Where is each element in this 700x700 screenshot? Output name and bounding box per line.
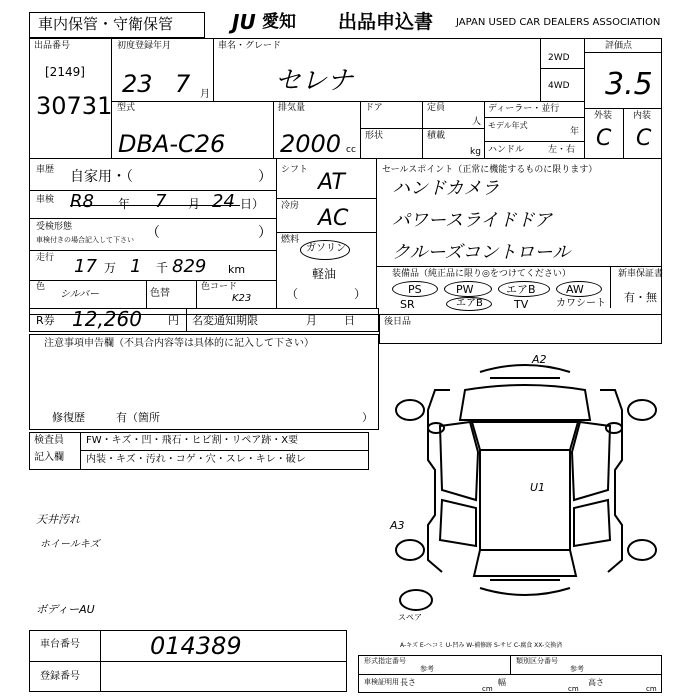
damage-mark-center: U1 [530, 481, 546, 494]
registration-number-label: 登録番号 [40, 671, 80, 682]
lot-number: 30731 [36, 92, 113, 120]
registration-label: 初度登録年月 [117, 41, 172, 51]
lot-sub-number: [2149] [45, 65, 85, 79]
dealer-label: ディーラー・並行 [488, 104, 560, 114]
equip-sr: SR [400, 298, 415, 311]
inspector-note-2: ホイールキズ [40, 539, 100, 550]
cooling-label: 冷房 [281, 201, 300, 211]
registration-month: 7 [175, 70, 191, 98]
form-number-label: 形式指定番号 [364, 657, 406, 665]
equip-airbag: エアB [506, 283, 536, 296]
inspection-month-unit: 月 [188, 197, 201, 211]
model-label: 車名・グレード [218, 41, 282, 51]
equip-tv: TV [514, 298, 529, 311]
repair-close: ） [362, 411, 373, 424]
notes-label: 注意事項申告欄（不具合内容等は具体的に記入して下さい） [44, 338, 314, 349]
acceptance-note: 車検付きの場合記入して下さい [36, 236, 134, 244]
inspector-section-label: 記入欄 [34, 452, 64, 463]
model-year-label: モデル年式 [488, 121, 528, 130]
displacement-value: 2000 [280, 130, 342, 158]
cooling-value: AC [318, 206, 349, 231]
color-code-label: 色コード [201, 282, 238, 292]
inspection-month: 7 [155, 191, 167, 212]
inspection-day-unit: 日） [240, 197, 265, 211]
association-name: JAPAN USED CAR DEALERS ASSOCIATION [456, 17, 661, 28]
displacement-unit: cc [346, 145, 356, 155]
selling-point-3: クルーズコントロール [392, 242, 571, 263]
fuel-paren-open: （ [286, 287, 299, 301]
fuel-paren-close: ） [354, 287, 367, 301]
evaluation-score: 3.5 [605, 67, 653, 102]
exterior-label: 外装 [594, 111, 613, 121]
name-change-month: 月 [306, 314, 317, 327]
seats-unit: 人 [472, 117, 482, 127]
color-label: 色 [36, 282, 46, 292]
history-close: ） [258, 169, 272, 185]
chassis-value: 014389 [150, 632, 242, 660]
repair-value: 有（箇所 [116, 411, 160, 424]
length-unit: cm [482, 685, 493, 693]
equipment-label: 装備品（純正品に限り◎をつけてください） [392, 269, 571, 279]
width-unit: cm [568, 685, 579, 693]
model-name: セレナ [275, 66, 354, 96]
history-value: 自家用・（ [70, 169, 133, 185]
recycle-label: R券 [36, 314, 55, 327]
type-value: DBA-C26 [118, 130, 226, 158]
mileage-sen-unit: 千 [156, 261, 169, 275]
load-label: 積載 [427, 131, 446, 141]
selling-points-label: セールスポイント（正常に機能するものに限ります） [382, 165, 598, 175]
mileage-sen-value: 1 [130, 256, 142, 277]
damage-code-legend: A-キズ E-ヘコミ U-凹み W-補修跡 S-サビ C-腐食 XX-交換済 [400, 642, 563, 649]
handle-label: ハンドル [488, 145, 525, 155]
shift-value: AT [318, 170, 345, 195]
class-number-label: 類別区分番号 [516, 657, 558, 665]
recycle-value: 12,260 [72, 307, 142, 331]
inspector-label: 検査員 [34, 435, 64, 446]
fuel-value: ガソリン [306, 243, 346, 254]
spare-label: スペア [398, 613, 422, 622]
storage-title-box [29, 12, 205, 38]
equip-aw: AW [566, 283, 584, 296]
name-change-label: 名変通知期限 [192, 314, 258, 327]
name-change-day: 日 [344, 314, 355, 327]
registration-month-unit: 月 [200, 89, 210, 100]
acceptance-paren-close: ） [258, 225, 272, 241]
after-day-label: 後日品 [384, 317, 412, 327]
inspection-strike [70, 205, 240, 206]
repair-label: 修復歴 [52, 411, 85, 424]
history-label: 車歴 [36, 165, 55, 175]
mileage-man-unit: 万 [104, 261, 117, 275]
warranty-options: 有・無 [624, 291, 657, 304]
height-unit: cm [646, 685, 657, 693]
chassis-label: 車台番号 [40, 639, 80, 650]
damage-mark-front: A2 [532, 353, 547, 366]
after-day-box [379, 314, 662, 344]
ju-logo: JU [232, 10, 256, 34]
color-repaint-label: 色替 [150, 288, 170, 299]
fuel-label: 燃料 [281, 235, 300, 245]
lot-label: 出品番号 [34, 41, 71, 51]
interior-grade: C [636, 126, 652, 151]
length-label: 長さ [400, 678, 416, 687]
selling-point-1: ハンドカメラ [392, 178, 500, 199]
height-label: 高さ [588, 678, 604, 687]
form-ref-label: 参考 [420, 665, 434, 673]
load-unit: kg [470, 147, 481, 157]
model-year-unit: 年 [570, 127, 580, 137]
shape-label: 形状 [365, 131, 384, 141]
drive-4wd: 4WD [548, 81, 570, 91]
displacement-label: 排気量 [278, 103, 306, 113]
mileage-unit: km [228, 263, 246, 276]
org-name: 愛知 [262, 12, 296, 32]
inspection-era: R8 [70, 191, 94, 212]
equip-airbag-2: エアB [456, 298, 483, 309]
inspector-note-3: ボディーAU [36, 603, 95, 616]
exterior-grade: C [596, 126, 612, 151]
inspector-row2: 内装・キズ・汚れ・コゲ・穴・スレ・キレ・破レ [86, 454, 306, 465]
cert-label: 車検証明用 [364, 678, 399, 686]
equip-ps: PS [408, 283, 422, 296]
acceptance-label: 受検形態 [36, 222, 73, 232]
inspector-row1: FW・キズ・凹・飛石・ヒビ割・リペア跡・X要 [86, 435, 299, 446]
fuel-alt: 軽油 [312, 267, 337, 281]
registration-year: 23 [122, 70, 153, 98]
equip-pw: PW [456, 283, 474, 296]
form-title: 出品申込書 [338, 11, 434, 33]
damage-mark-side: A3 [390, 519, 405, 532]
evaluation-label: 評価点 [605, 41, 633, 51]
equip-seat: カワシート [556, 298, 606, 309]
handle-options: 左・右 [548, 145, 576, 155]
class-ref-label: 参考 [570, 665, 584, 673]
color-value: シルバー [60, 289, 100, 300]
acceptance-paren-open: （ [146, 225, 160, 241]
selling-point-2: パワースライドドア [392, 210, 553, 231]
car-damage-diagram [380, 350, 670, 620]
recycle-unit: 円 [168, 314, 179, 327]
storage-title: 車内保管・守衛保管 [38, 15, 174, 33]
door-label: ドア [365, 103, 383, 113]
interior-label: 内装 [633, 111, 652, 121]
mileage-label: 走行 [36, 253, 55, 263]
width-label: 幅 [498, 678, 506, 687]
inspector-note-1: 天井汚れ [36, 513, 80, 526]
inspection-label: 車検 [36, 195, 55, 205]
warranty-label: 新車保証書 [618, 269, 664, 279]
seats-label: 定員 [427, 103, 446, 113]
shift-label: シフト [281, 165, 309, 175]
color-code: K23 [232, 293, 252, 304]
inspection-day: 24 [212, 191, 235, 212]
drive-2wd: 2WD [548, 53, 570, 63]
type-label: 型式 [117, 103, 136, 113]
mileage-rest-value: 829 [172, 256, 207, 277]
inspection-year-unit: 年 [118, 197, 131, 211]
mileage-man-value: 17 [74, 256, 97, 277]
